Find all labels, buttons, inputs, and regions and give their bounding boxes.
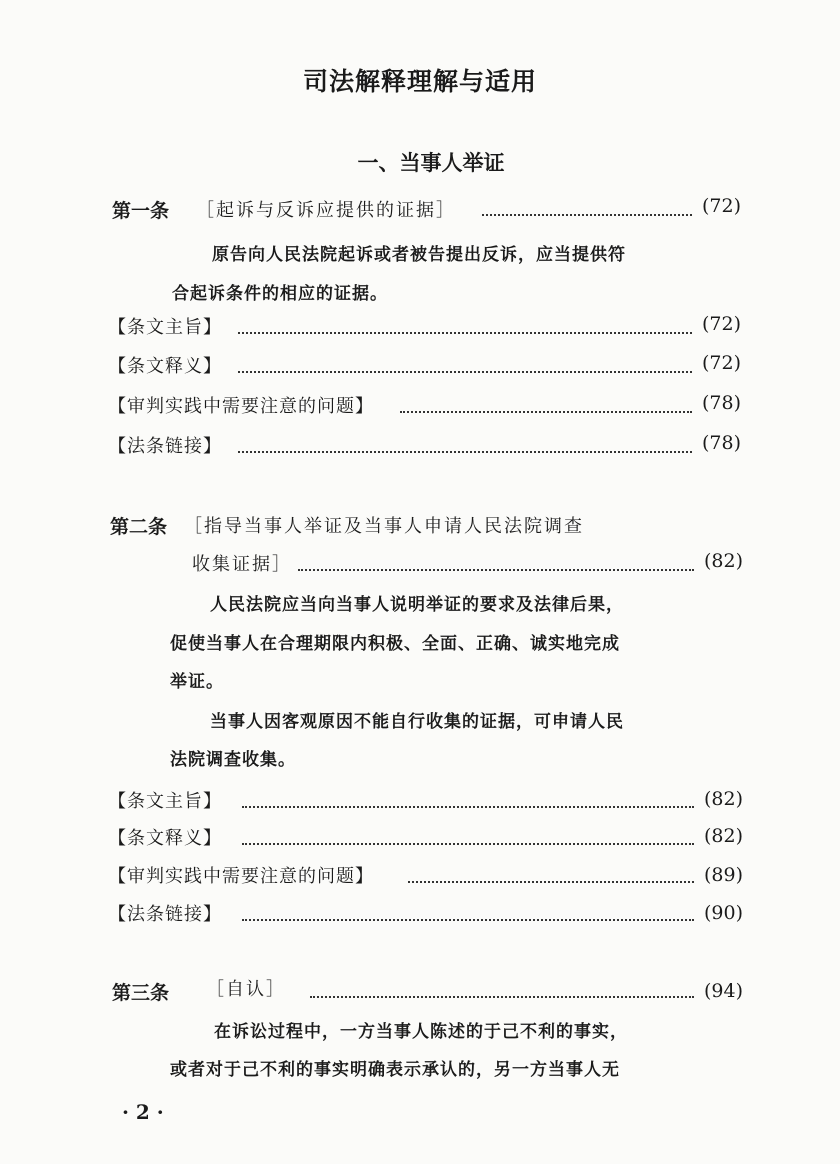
toc-leader <box>310 996 694 998</box>
page-title: 司法解释理解与适用 <box>302 67 537 96</box>
article-1-heading: ［起诉与反诉应提供的证据］ <box>196 200 456 221</box>
toc-entry-label: 【法条链接】 <box>108 904 222 925</box>
article-1-text-line: 合起诉条件的相应的证据。 <box>172 284 388 304</box>
page-number: · 2 · <box>122 1100 164 1124</box>
article-3-text-line: 或者对于己不利的事实明确表示承认的，另一方当事人无 <box>170 1060 620 1080</box>
toc-leader <box>242 919 694 921</box>
toc-leader <box>400 411 692 413</box>
toc-leader <box>238 451 692 453</box>
article-2-text-line: 举证。 <box>170 672 224 692</box>
toc-leader <box>242 806 694 808</box>
toc-leader <box>408 881 694 883</box>
toc-leader <box>298 569 694 571</box>
article-2-text-line: 促使当事人在合理期限内积极、全面、正确、诚实地完成 <box>170 634 620 654</box>
article-2-heading-cont: 收集证据］ <box>192 554 292 575</box>
section-title: 一、当事人举证 <box>357 150 505 175</box>
toc-entry-page[interactable]: (90) <box>704 902 744 924</box>
article-3-heading: ［自认］ <box>206 979 286 1000</box>
toc-leader <box>482 214 692 216</box>
toc-entry-label: 【法条链接】 <box>108 436 222 457</box>
toc-leader <box>242 843 694 845</box>
toc-entry-label: 【条文释义】 <box>108 828 222 849</box>
toc-entry-page[interactable]: (82) <box>704 825 744 847</box>
article-2-heading: ［指导当事人举证及当事人申请人民法院调查 <box>184 516 584 537</box>
toc-entry-page[interactable]: (89) <box>704 864 744 886</box>
toc-entry-label: 【审判实践中需要注意的问题】 <box>108 396 374 417</box>
toc-leader <box>238 332 692 334</box>
toc-entry-page[interactable]: (78) <box>702 432 742 454</box>
article-3-text-line: 在诉讼过程中，一方当事人陈述的于己不利的事实， <box>214 1022 628 1042</box>
toc-entry-page[interactable]: (72) <box>702 352 742 374</box>
article-2-text-line: 当事人因客观原因不能自行收集的证据，可申请人民 <box>210 712 624 732</box>
article-2-page[interactable]: (82) <box>704 550 744 572</box>
toc-leader <box>238 371 692 373</box>
article-1-page[interactable]: (72) <box>702 195 742 217</box>
article-2-text-line: 法院调查收集。 <box>170 750 296 770</box>
toc-entry-label: 【审判实践中需要注意的问题】 <box>108 866 374 887</box>
toc-entry-page[interactable]: (82) <box>704 788 744 810</box>
toc-entry-page[interactable]: (72) <box>702 313 742 335</box>
article-2-text-line: 人民法院应当向当事人说明举证的要求及法律后果， <box>210 595 624 615</box>
article-3-label: 第三条 <box>112 982 170 1004</box>
article-1-text-line: 原告向人民法院起诉或者被告提出反诉，应当提供符 <box>212 245 626 265</box>
article-2-label: 第二条 <box>110 516 168 538</box>
toc-entry-label: 【条文主旨】 <box>108 791 222 812</box>
toc-entry-label: 【条文释义】 <box>108 356 222 377</box>
article-3-page[interactable]: (94) <box>704 980 744 1002</box>
article-1-label: 第一条 <box>112 200 170 222</box>
toc-entry-label: 【条文主旨】 <box>108 317 222 338</box>
toc-entry-page[interactable]: (78) <box>702 392 742 414</box>
